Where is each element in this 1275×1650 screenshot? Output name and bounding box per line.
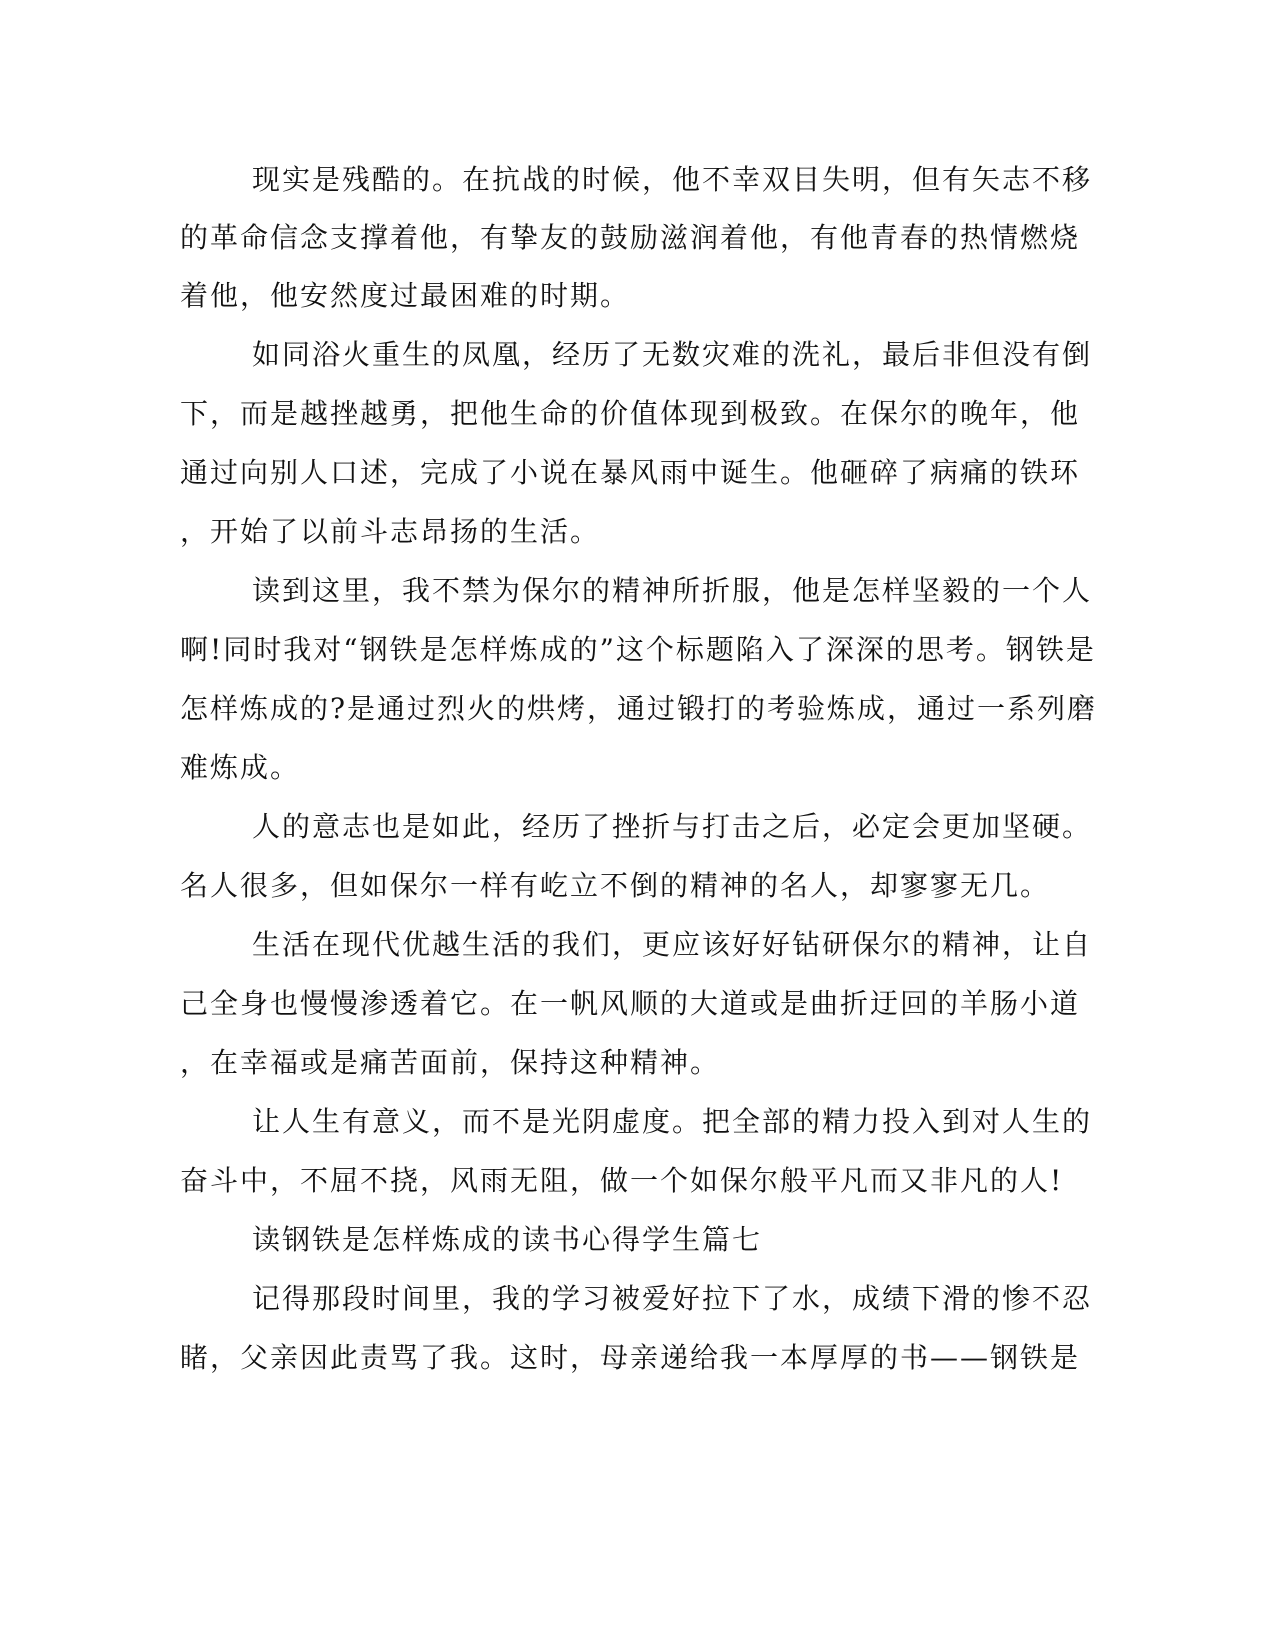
text-line-10: 怎样炼成的?是通过烈火的烘烤，通过锻打的考验炼成，通过一系列磨 <box>180 692 1098 725</box>
text-line-3: 着他，他安然度过最困难的时期。 <box>180 279 631 312</box>
text-line-7: ，开始了以前斗志昂扬的生活。 <box>180 515 601 548</box>
text-line-14: 生活在现代优越生活的我们，更应该好好钻研保尔的精神，让自 <box>252 928 1093 961</box>
text-line-5: 下，而是越挫越勇，把他生命的价值体现到极致。在保尔的晚年，他 <box>180 397 1081 430</box>
text-line-12: 人的意志也是如此，经历了挫折与打击之后，必定会更加坚硬。 <box>252 810 1093 843</box>
text-line-15: 己全身也慢慢渗透着它。在一帆风顺的大道或是曲折迂回的羊肠小道 <box>180 987 1081 1020</box>
text-line-13: 名人很多，但如保尔一样有屹立不倒的精神的名人，却寥寥无几。 <box>180 869 1051 902</box>
text-line-21: 睹，父亲因此责骂了我。这时，母亲递给我一本厚厚的书——钢铁是 <box>180 1341 1081 1374</box>
text-line-20: 记得那段时间里，我的学习被爱好拉下了水，成绩下滑的惨不忍 <box>252 1282 1093 1315</box>
text-line-18: 奋斗中，不屈不挠，风雨无阻，做一个如保尔般平凡而又非凡的人! <box>180 1164 1064 1197</box>
text-line-2: 的革命信念支撑着他，有挚友的鼓励滋润着他，有他青春的热情燃烧 <box>180 221 1081 254</box>
text-line-6: 通过向别人口述，完成了小说在暴风雨中诞生。他砸碎了病痛的铁环 <box>180 456 1081 489</box>
section-heading: 读钢铁是怎样炼成的读书心得学生篇七 <box>252 1223 763 1256</box>
text-line-17: 让人生有意义，而不是光阴虚度。把全部的精力投入到对人生的 <box>252 1105 1093 1138</box>
text-line-1: 现实是残酷的。在抗战的时候，他不幸双目失明，但有矢志不移 <box>252 163 1093 196</box>
text-line-9: 啊!同时我对“钢铁是怎样炼成的”这个标题陷入了深深的思考。钢铁是 <box>180 633 1096 666</box>
text-line-16: ，在幸福或是痛苦面前，保持这种精神。 <box>180 1046 721 1079</box>
text-line-11: 难炼成。 <box>180 751 301 784</box>
text-line-8: 读到这里，我不禁为保尔的精神所折服，他是怎样坚毅的一个人 <box>252 574 1093 607</box>
text-line-4: 如同浴火重生的凤凰，经历了无数灾难的洗礼，最后非但没有倒 <box>252 338 1093 371</box>
